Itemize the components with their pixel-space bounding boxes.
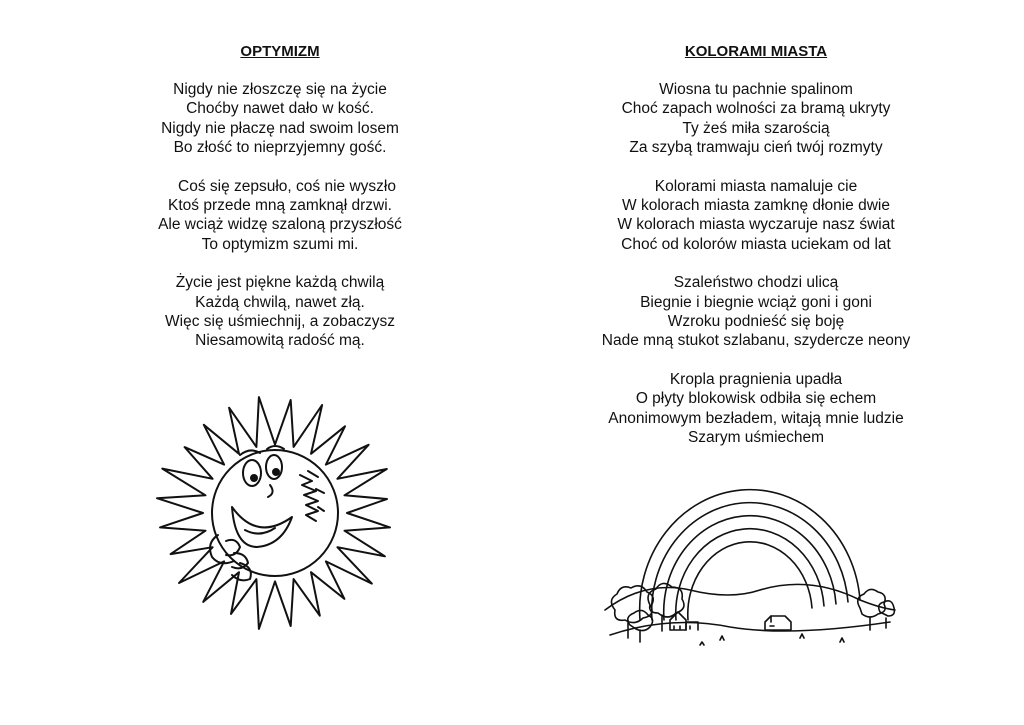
- poem-line: Kropla pragnienia upadła: [669, 370, 843, 388]
- poem-title: OPTYMIZM: [240, 43, 320, 60]
- poem-line: Więc się uśmiechnij, a zobaczysz: [165, 313, 395, 331]
- poem-line: Ale wciąż widzę szaloną przyszłość: [158, 216, 402, 234]
- poem-line: Ty żeś miła szarością: [682, 119, 830, 137]
- poem-line: Bo złość to nieprzyjemny gość.: [173, 139, 387, 157]
- stanza: [572, 273, 940, 351]
- poem-line: Wzroku podnieść się boję: [667, 313, 845, 331]
- poem-line: Choćby nawet dało w kość.: [186, 100, 374, 118]
- stanza: [130, 273, 430, 351]
- poem-line: Wiosna tu pachnie spalinom: [659, 81, 853, 98]
- poem-line: O płyty blokowisk odbiła się echem: [635, 390, 877, 408]
- poem-line: W kolorach miasta zamknę dłonie dwie: [622, 197, 890, 215]
- stanza: [572, 177, 940, 255]
- poem-line: Szarym uśmiechem: [687, 429, 825, 447]
- poem-line: Ktoś przede mną zamknął drzwi.: [168, 197, 392, 215]
- stanza: [130, 177, 430, 255]
- poem-line: Anonimowym bezładem, witają mnie ludzie: [608, 409, 904, 427]
- stanza: [572, 80, 940, 158]
- poem-line: Niesamowitą radość mą.: [195, 332, 365, 350]
- poem-line: Za szybą tramwaju cień twój rozmyty: [629, 139, 883, 157]
- poem-line: Nigdy nie złoszczę się na życie: [173, 81, 387, 98]
- poem-line: Każdą chwilą, nawet złą.: [195, 293, 365, 311]
- rainbow-landscape-icon: [600, 480, 900, 655]
- smiling-sun-icon: [140, 385, 415, 635]
- poem-line: Nigdy nie płaczę nad swoim losem: [161, 119, 399, 137]
- poem-line: Kolorami miasta namaluje cie: [654, 177, 858, 195]
- poem-line: W kolorach miasta wyczaruje nasz świat: [617, 216, 895, 234]
- poem-optymizm: [130, 42, 430, 370]
- poem-line: Szaleństwo chodzi ulicą: [673, 274, 839, 292]
- stanza: [130, 80, 430, 158]
- sun-rays: [157, 397, 390, 629]
- poem-line: Życie jest piękne każdą chwilą: [175, 274, 385, 292]
- stanza: [572, 370, 940, 448]
- poem-line: Biegnie i biegnie wciąż goni i goni: [640, 293, 872, 311]
- poem-line: Choć od kolorów miasta uciekam od lat: [621, 235, 891, 253]
- poem-line: Choć zapach wolności za bramą ukryty: [621, 100, 891, 118]
- poem-kolorami-miasta: [572, 42, 940, 467]
- poem-line: Nade mną stukot szlabanu, szydercze neony: [601, 332, 911, 350]
- poem-title: KOLORAMI MIASTA: [684, 43, 828, 60]
- poem-line: To optymizm szumi mi.: [201, 235, 359, 253]
- poem-line: Coś się zepsuło, coś nie wyszło: [178, 177, 396, 195]
